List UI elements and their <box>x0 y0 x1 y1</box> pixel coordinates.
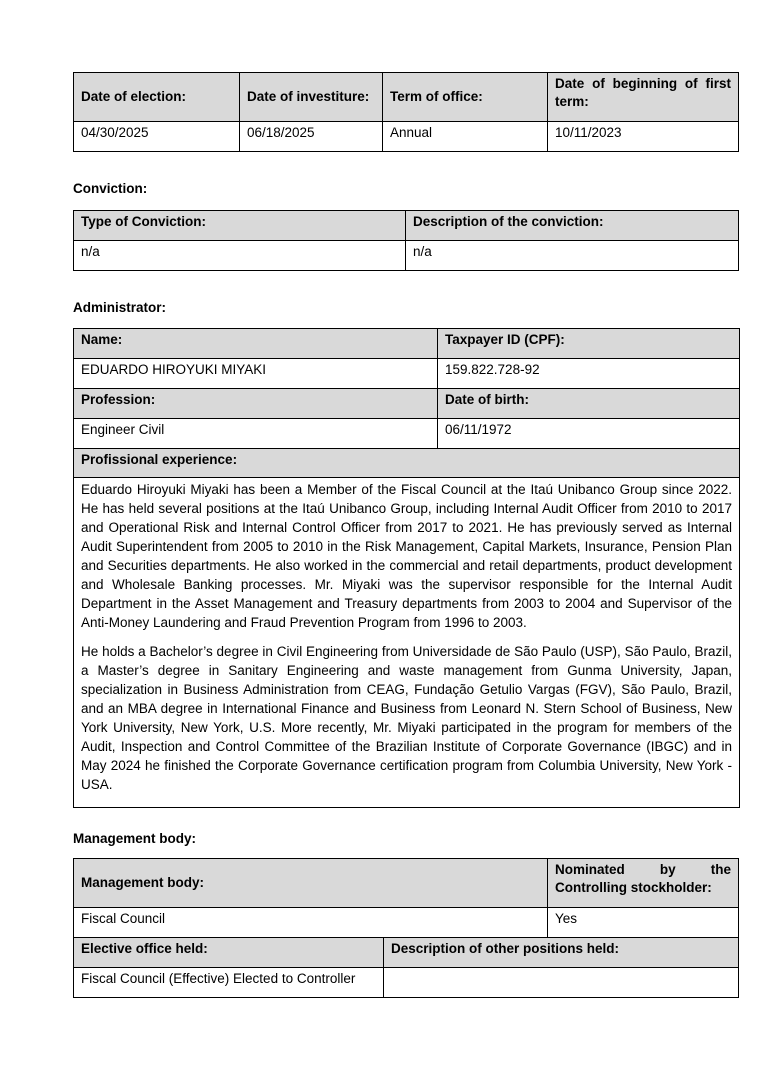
date-of-investiture-value: 06/18/2025 <box>240 122 383 152</box>
type-of-conviction-value: n/a <box>74 241 406 271</box>
first-term-date-header: Date of beginning of first term: <box>548 73 739 122</box>
cpf-header: Taxpayer ID (CPF): <box>438 329 740 359</box>
experience-header: Profissional experience: <box>74 449 740 478</box>
conviction-table <box>73 210 739 271</box>
management-body-value: Fiscal Council <box>74 908 548 938</box>
experience-body <box>74 478 740 808</box>
administrator-label: Administrator: <box>73 300 167 315</box>
term-of-office-header: Term of office: <box>383 73 548 122</box>
conviction-description-value: n/a <box>406 241 739 271</box>
profession-header: Profession: <box>74 389 438 419</box>
elective-office-header: Elective office held: <box>74 938 384 968</box>
management-body-header: Management body: <box>74 859 548 908</box>
profession-value: Engineer Civil <box>74 419 438 449</box>
other-positions-header: Description of other positions held: <box>384 938 739 968</box>
date-of-election-value: 04/30/2025 <box>74 122 240 152</box>
name-header: Name: <box>74 329 438 359</box>
first-term-date-value: 10/11/2023 <box>548 122 739 152</box>
nominated-value: Yes <box>548 908 739 938</box>
administrator-table <box>73 328 740 808</box>
birth-value: 06/11/1972 <box>438 419 740 449</box>
management-body-label: Management body: <box>73 831 197 846</box>
education-paragraph: He holds a Bachelor’s degree in Civil Engineering from Universidade de São Paulo (USP), São Paulo, Brazil, a Master’s degree in Sanitary Engineering and waste management from Gunma University, Japan, specialization in Business Administration from CEAG, Fundação Getulio Vargas (FGV), São Paulo, Brazil, and an MBA degree in International Finance and Business from Leonard N. Stern School of Business, New York University, New York, U.S. More recently, Mr. Miyaki participated in the program for members of the Audit, Inspection and Control Committee of the Brazilian Institute of Corporate Governance (IBGC) and in May 2024 he finished the Corporate Governance certification program from Columbia University, New York - USA. <box>81 644 732 792</box>
name-value: EDUARDO HIROYUKI MIYAKI <box>74 359 438 389</box>
date-of-investiture-header: Date of investiture: <box>240 73 383 122</box>
elective-office-value: Fiscal Council (Effective) Elected to Controller <box>74 968 384 998</box>
cpf-value: 159.822.728-92 <box>438 359 740 389</box>
conviction-label: Conviction: <box>73 181 148 196</box>
conviction-description-header: Description of the conviction: <box>406 211 739 241</box>
other-positions-value <box>384 968 739 998</box>
date-of-election-header: Date of election: <box>74 73 240 122</box>
election-table <box>73 72 739 152</box>
experience-paragraph: Eduardo Hiroyuki Miyaki has been a Member of the Fiscal Council at the Itaú Unibanco Group since 2022. He has held several positions at the Itaú Unibanco Group, including Internal Audit Officer from 2010 to 2017 and Operational Risk and Internal Control Officer from 2017 to 2021. He has previously served as Internal Audit Superintendent from 2005 to 2010 in the Risk Management, Capital Markets, Insurance, Pension Plan and Securities departments. He also worked in the commercial and retail departments, product development and Wholesale Banking processes. Mr. Miyaki was the supervisor responsible for the Internal Audit Department in the Asset Management and Treasury departments from 2003 to 2004 and Supervisor of the Anti-Money Laundering and Fraud Prevention Program from 1996 to 2003. <box>81 482 732 630</box>
type-of-conviction-header: Type of Conviction: <box>74 211 406 241</box>
term-of-office-value: Annual <box>383 122 548 152</box>
birth-header: Date of birth: <box>438 389 740 419</box>
management-table <box>73 858 739 998</box>
nominated-header: Nominated by the Controlling stockholder: <box>548 859 739 908</box>
